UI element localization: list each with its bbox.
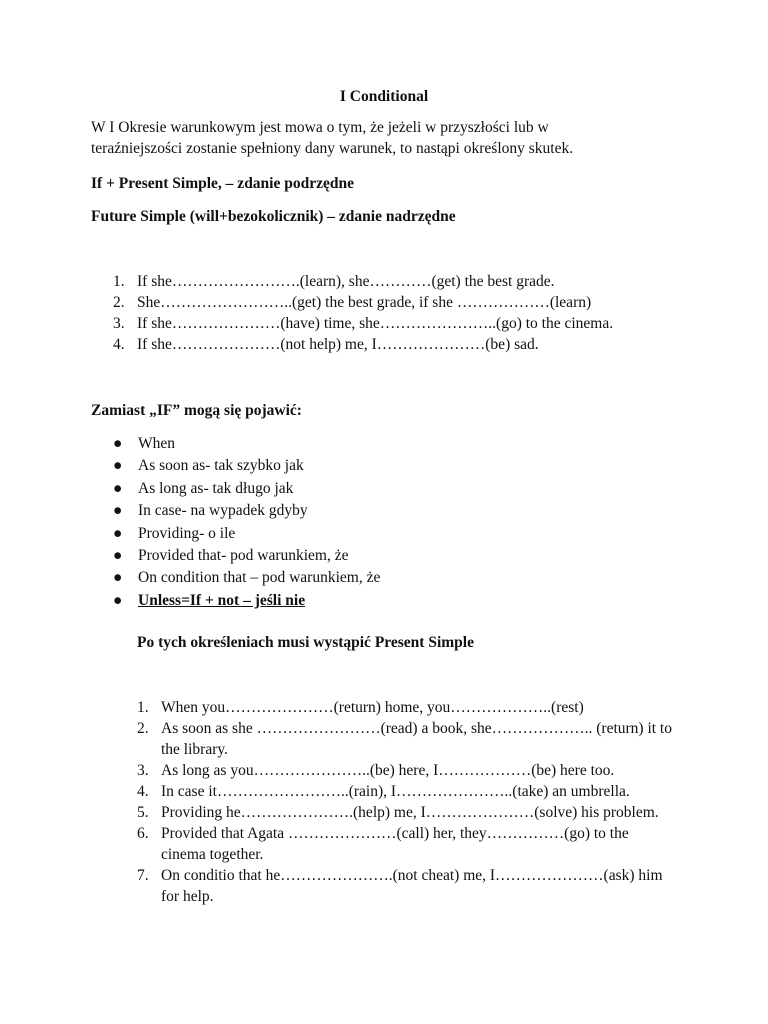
item-text: If she…………………(have) time, she…………………..(go) to the cinema. [137, 315, 614, 332]
exercise-2-item [137, 802, 677, 823]
exercise-1-item [91, 271, 691, 292]
list-item-text: Providing- o ile [138, 524, 236, 542]
list-item [91, 433, 591, 455]
list-item-text: As soon as- tak szybko jak [138, 457, 304, 475]
list-item [91, 478, 591, 500]
item-number: 2. [113, 294, 125, 311]
bullet-icon: ● [113, 435, 123, 452]
item-text: If she…………………….(learn), she…………(get) the best grade. [137, 273, 555, 290]
item-number: 4. [137, 783, 149, 800]
list-item-text: In case- na wypadek gdyby [138, 502, 308, 520]
item-number: 5. [137, 804, 149, 821]
bullet-icon: ● [113, 569, 123, 587]
list-item [91, 545, 591, 567]
bullet-icon: ● [113, 591, 123, 609]
item-number: 7. [137, 867, 149, 884]
exercise-2-item [137, 823, 677, 865]
list-item-text: Unless=If + not – jeśli nie [138, 591, 306, 609]
item-text: Providing he………………….(help) me, I…………………(solve) his problem. [161, 804, 659, 821]
page-title: I Conditional [339, 88, 429, 105]
exercise-2-item [137, 718, 677, 760]
item-number: 4. [113, 336, 125, 353]
item-number: 6. [137, 825, 149, 842]
exercise-2-list [137, 697, 677, 907]
exercise-1-item [91, 313, 691, 334]
list-item [91, 523, 591, 545]
list-item-text: On condition that – pod warunkiem, że [138, 569, 381, 587]
exercise-2-item [137, 865, 677, 907]
bullet-icon: ● [113, 524, 123, 542]
item-text: If she…………………(not help) me, I…………………(be) sad. [137, 336, 539, 353]
list-item-unless [91, 590, 591, 612]
intro-paragraph: W I Okresie warunkowym jest mowa o tym, że jeżeli w przyszłości lub w teraźniejszości zostanie spełniony dany warunek, to nastąpi określony skutek. [91, 119, 574, 157]
exercise-1-list [91, 271, 691, 355]
bullet-icon: ● [113, 457, 123, 475]
list-item [91, 500, 591, 522]
if-clause-rule: If + Present Simple, – zdanie podrzędne [91, 175, 354, 192]
item-text: Provided that Agata …………………(call) her, they……………(go) to the cinema together. [161, 825, 629, 863]
bullet-icon: ● [113, 546, 123, 564]
list-item-text: Provided that- pod warunkiem, że [138, 546, 349, 564]
item-text: On conditio that he………………….(not cheat) me, I…………………(ask) him for help. [161, 867, 663, 905]
exercise-2-item [137, 697, 677, 718]
alternatives-list [91, 433, 591, 612]
present-simple-note: Po tych określeniach musi wystąpić Present Simple [137, 634, 474, 651]
exercise-2-item [137, 781, 677, 802]
exercise-1-item [91, 334, 691, 355]
item-number: 2. [137, 720, 149, 737]
item-number: 1. [137, 699, 149, 716]
bullet-icon: ● [113, 479, 123, 497]
item-number: 3. [137, 762, 149, 779]
list-item-text: As long as- tak długo jak [138, 479, 294, 497]
bullet-icon: ● [113, 502, 123, 520]
list-item-text: When [138, 435, 176, 452]
item-text: As long as you…………………..(be) here, I………………(be) here too. [161, 762, 615, 779]
item-number: 1. [113, 273, 125, 290]
list-item [91, 455, 591, 477]
exercise-2-item [137, 760, 677, 781]
item-text: She……………………..(get) the best grade, if she ………………(learn) [137, 294, 592, 311]
exercise-1-item [91, 292, 691, 313]
item-text: When you…………………(return) home, you………………..(rest) [161, 699, 584, 716]
item-text: In case it……………………..(rain), I…………………..(take) an umbrella. [161, 783, 630, 800]
alternatives-heading: Zamiast „IF” mogą się pojawić: [91, 402, 302, 419]
item-number: 3. [113, 315, 125, 332]
main-clause-rule: Future Simple (will+bezokolicznik) – zdanie nadrzędne [91, 208, 456, 225]
list-item [91, 567, 591, 589]
item-text: As soon as she ……………………(read) a book, she……………….. (return) it to the library. [161, 720, 672, 758]
